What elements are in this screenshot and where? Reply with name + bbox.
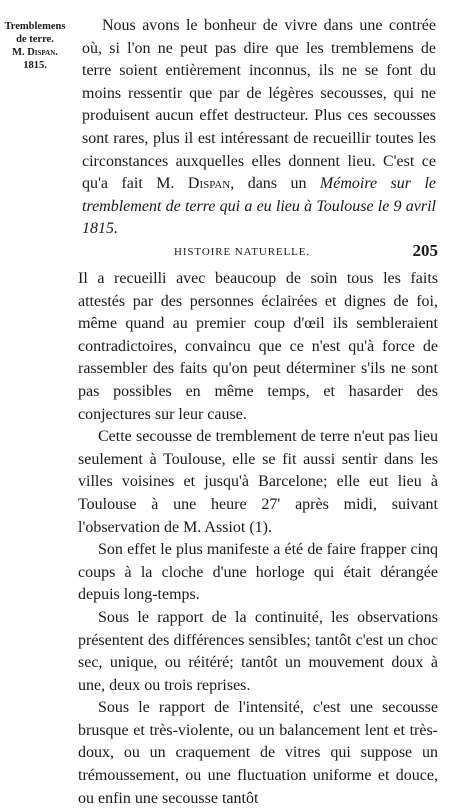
- intro-text-2: , dans un: [230, 175, 320, 193]
- intro-text: Nous avons le bonheur de vivre dans une contrée où, si l'on ne peut pas dire que les tremblemens de terre soient entièrement inconnus, ils ne se font du moins ressentir que par de légères secousses, qui ne produisent aucun effet destructeur. Plus ces secousses sont rares, plus il est intéressant de recueillir toutes les circonstances auxquelles elles donnent lieu. C'est ce qu'a fait M.: [82, 17, 436, 193]
- running-head-title: HISTOIRE NATURELLE.: [174, 246, 311, 258]
- running-head: [78, 240, 438, 262]
- margin-note: [4, 20, 66, 72]
- author-name: Dispan: [187, 175, 231, 193]
- paragraph: Il a recueilli avec beaucoup de soin tous les faits attestés par des personnes éclairées et dignes de foi, même quand au premier coup d'œil ils sembleraient contradictoires, convaincu que ce n'est qu'à force de rassembler des faits qu'on peut déterminer s'ils ne sont pas possibles en même temps, et hasarder des conjectures sur leur cause.: [78, 270, 438, 423]
- paragraph: Cette secousse de tremblement de terre n'eut pas lieu seulement à Toulouse, elle se fit aussi sentir dans les villes voisines et jusqu'à Barcelone; elle eut lieu à Toulouse à une heure 27' après midi, suivant l'observation de M. Assiot (1).: [78, 428, 438, 536]
- margin-note-line-2: de terre.: [16, 34, 54, 45]
- memoir-title: Mémoire sur le tremblement de terre qui a eu lieu à Toulouse le 9 avril 1815.: [82, 175, 436, 238]
- page-number: 205: [412, 241, 438, 260]
- margin-note-line-1: Tremblemens: [4, 21, 66, 32]
- top-paragraph: [82, 15, 436, 241]
- paragraph: Sous le rapport de la continuité, les observations présentent des différences sensibles; tantôt c'est un choc sec, unique, ou réitéré; tantôt un mouvement doux à une, deux ou trois reprises.: [78, 608, 438, 694]
- paragraph: Sous le rapport de l'intensité, c'est une secousse brusque et très-violente, ou un balancement lent et très-doux, ou un craquement de vitres qui suppose un trémoussement, ou une fluctuation uniforme et douce, ou enfin une secousse tantôt: [78, 699, 438, 807]
- main-text: [78, 268, 438, 810]
- paragraph-intro: [82, 15, 436, 241]
- margin-note-year: 1815.: [23, 60, 47, 71]
- margin-note-author: M. Dispan.: [12, 47, 58, 58]
- paragraph: Son effet le plus manifeste a été de faire frapper cinq coups à la cloche d'une horloge qui était dérangée depuis long-temps.: [78, 541, 438, 604]
